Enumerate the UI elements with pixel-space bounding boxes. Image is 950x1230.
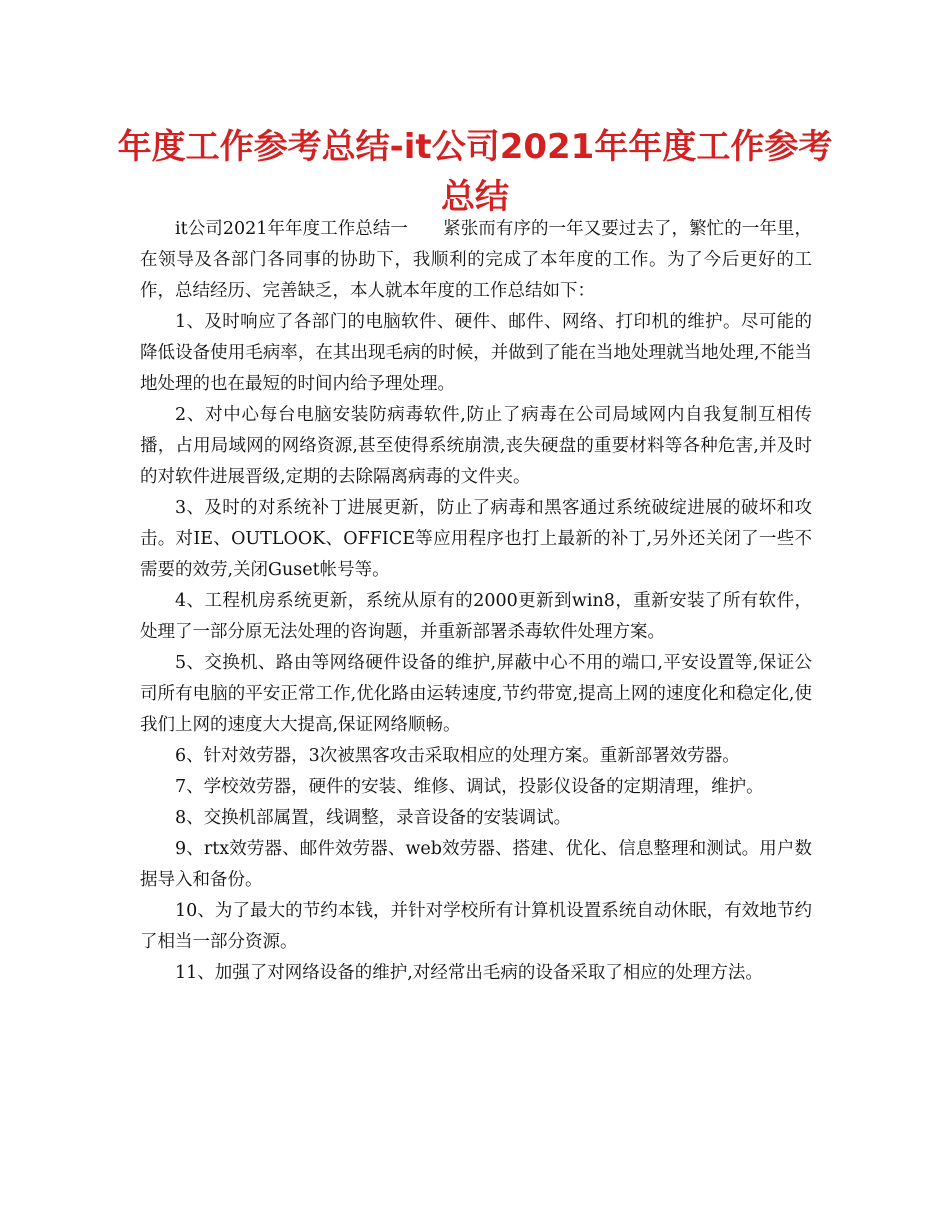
document-title: 年度工作参考总结-it公司2021年年度工作参考总结 [117, 127, 833, 217]
paragraph-intro: it公司2021年年度工作总结一 紧张而有序的一年又要过去了，繁忙的一年里，在领导及各部门各同事的协助下，我顺利的完成了本年度的工作。为了今后更好的工作，总结经历、完善缺乏，本人就本年度的工作总结如下： [140, 219, 812, 301]
paragraph-item-1: 1、及时响应了各部门的电脑软件、硬件、邮件、网络、打印机的维护。尽可能的降低设备使用毛病率，在其出现毛病的时候，并做到了能在当地处理就当地处理,不能当地处理的也在最短的时间内给予理处理。 [140, 312, 812, 394]
paragraph-item-10: 10、为了最大的节约本钱，并针对学校所有计算机设置系统自动休眠，有效地节约了相当一部分资源。 [140, 901, 812, 952]
paragraph-item-5: 5、交换机、路由等网络硬件设备的维护,屏蔽中心不用的端口,平安设置等,保证公司所有电脑的平安正常工作,优化路由运转速度,节约带宽,提高上网的速度化和稳定化,使我们上网的速度大大提高,保证网络顺畅。 [140, 653, 812, 735]
paragraph-item-8: 8、交换机部属置，线调整，录音设备的安装调试。 [175, 808, 572, 828]
paragraph-item-9: 9、rtx效劳器、邮件效劳器、web效劳器、搭建、优化、信息整理和测试。用户数据导入和备份。 [140, 839, 812, 890]
document-body [140, 214, 812, 989]
paragraph-item-3: 3、及时的对系统补丁进展更新，防止了病毒和黑客通过系统破绽进展的破坏和攻击。对IE、OUTLOOK、OFFICE等应用程序也打上最新的补丁,另外还关闭了一些不需要的效劳,关闭Guset帐号等。 [140, 498, 812, 580]
paragraph-item-6: 6、针对效劳器，3次被黑客攻击采取相应的处理方案。重新部署效劳器。 [175, 746, 740, 766]
paragraph-item-4: 4、工程机房系统更新，系统从原有的2000更新到win8，重新安装了所有软件，处理了一部分原无法处理的咨询题，并重新部署杀毒软件处理方案。 [140, 591, 812, 642]
paragraph-item-7: 7、学校效劳器，硬件的安装、维修、调试，投影仪设备的定期清理，维护。 [175, 777, 764, 797]
paragraph-item-2: 2、对中心每台电脑安装防病毒软件,防止了病毒在公司局域网内自我复制互相传播，占用局域网的网络资源,甚至使得系统崩溃,丧失硬盘的重要材料等各种危害,并及时的对软件进展晋级,定期的去除隔离病毒的文件夹。 [140, 405, 812, 487]
paragraph-item-11: 11、加强了对网络设备的维护,对经常出毛病的设备采取了相应的处理方法。 [175, 963, 763, 983]
